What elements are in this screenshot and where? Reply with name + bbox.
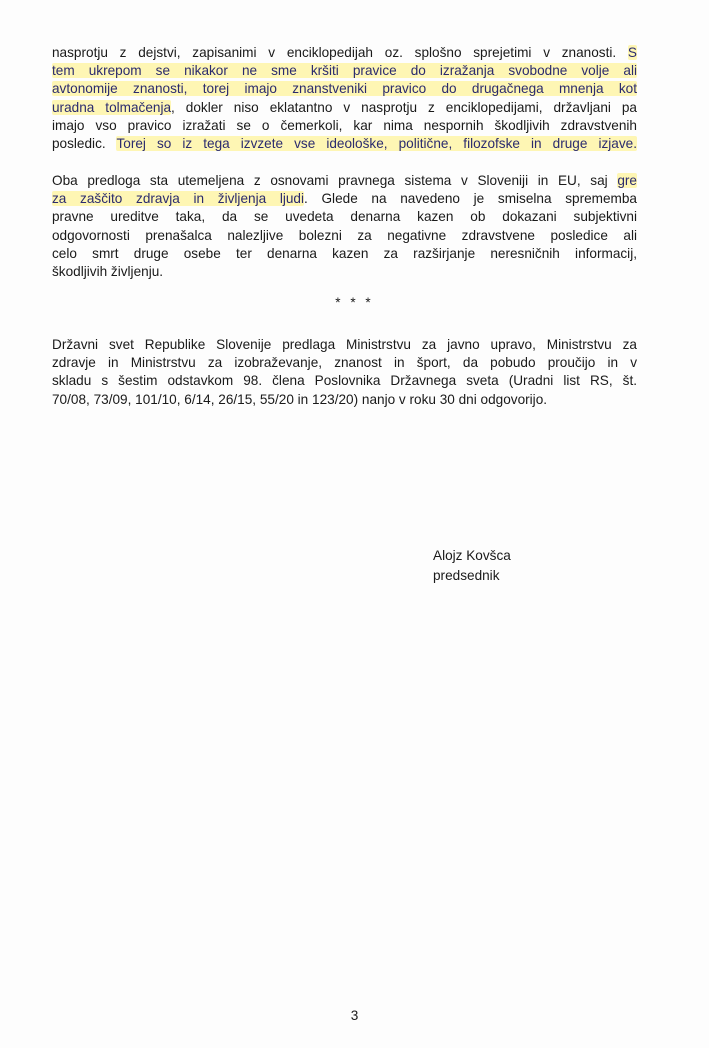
text-segment: skladu s šestim odstavkom 98. člena Poslovnika Državnega sveta (Uradni list RS, št. <box>52 373 637 389</box>
text-line <box>52 99 637 117</box>
highlighted-text: gre <box>617 173 637 188</box>
highlighted-text: uradna tolmačenja <box>52 99 172 115</box>
paragraph-measures <box>52 44 637 153</box>
highlighted-text: S <box>627 45 637 60</box>
text-segment: , dokler niso eklatantno v nasprotju z enciklopedijami, državljani pa <box>171 99 637 115</box>
section-separator: * * * <box>335 295 374 310</box>
text-line <box>52 80 637 98</box>
text-segment: nasprotju z dejstvi, zapisanimi v enciklopedijah oz. splošno sprejetimi v znanosti. <box>52 45 628 60</box>
paragraph-proposal <box>52 336 637 409</box>
text-line <box>52 135 637 153</box>
text-line <box>52 117 637 135</box>
signatory-name: Alojz Kovšca <box>433 548 511 563</box>
text-line <box>52 245 637 263</box>
text-segment: pravne ureditve taka, da se uvedeta denarna kazen ob dokazani subjektivni <box>52 209 637 225</box>
text-line <box>52 372 637 390</box>
text-line <box>52 354 637 372</box>
text-line <box>52 44 637 62</box>
text-segment: celo smrt druge osebe ter denarna kazen za razširjanje neresničnih informacij, <box>52 245 637 261</box>
highlighted-text: Torej so iz tega izvzete vse ideološke, politične, filozofske in druge izjave. <box>116 136 637 152</box>
text-segment: . Glede na navedeno je smiselna sprememba <box>304 191 637 207</box>
highlighted-text: avtonomije znanosti, torej imajo znanstveniki pravico do drugačnega mnenja kot <box>52 81 637 97</box>
text-segment: Državni svet Republike Slovenije predlaga Ministrstvu za javno upravo, Ministrstvu za <box>52 337 637 352</box>
signatory-title: predsednik <box>433 568 500 583</box>
text-line <box>52 336 637 354</box>
text-line <box>52 172 637 190</box>
text-line <box>52 391 637 409</box>
paragraph-legal-basis <box>52 172 637 281</box>
highlighted-text: tem ukrepom se nikakor ne sme kršiti pravice do izražanja svobodne volje ali <box>52 63 637 79</box>
signature-block <box>433 546 511 586</box>
text-segment: zdravje in Ministrstvu za izobraževanje, znanost in šport, da pobudo proučijo in v <box>52 355 637 371</box>
text-line <box>52 190 637 208</box>
text-line <box>52 263 637 281</box>
text-line <box>52 208 637 226</box>
text-line <box>52 62 637 80</box>
text-segment: škodljivih življenju. <box>52 264 164 280</box>
text-segment: odgovornosti prenašalca nalezljive bolezni za negativne zdravstvene posledice ali <box>52 227 637 243</box>
page-number: 3 <box>350 1008 359 1023</box>
text-segment: posledic. <box>52 136 117 152</box>
text-line <box>52 227 637 245</box>
text-segment: Oba predloga sta utemeljena z osnovami pravnega sistema v Sloveniji in EU, saj <box>52 173 618 188</box>
highlighted-text: za zaščito zdravja in življenja ljudi <box>52 191 305 207</box>
text-segment: 70/08, 73/09, 101/10, 6/14, 26/15, 55/20 in 123/20) nanjo v roku 30 dni odgovorijo. <box>52 391 548 407</box>
text-segment: imajo vso pravico izražati se o čemerkoli, kar nima nespornih škodljivih zdravstvenih <box>52 117 637 133</box>
